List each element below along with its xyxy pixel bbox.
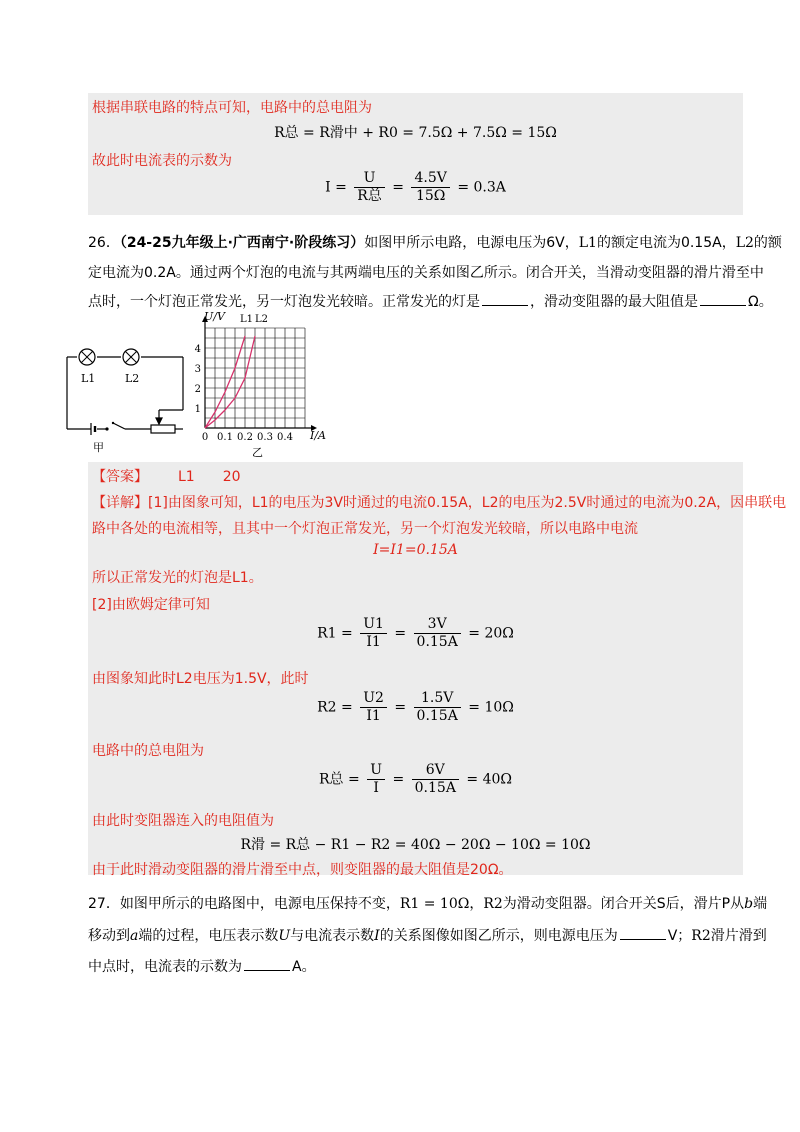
solution-25-eq2: I = $\frac{U}{\text{R总}}$ = $\frac{4.5V}{15\Omega}$ = 0.3A	[325, 170, 506, 204]
eq2-frac1: $\frac{U}{\text{R总}}$	[354, 170, 385, 205]
x-axis-label: I/A	[310, 429, 326, 442]
answer-blank-3	[620, 939, 666, 940]
detail-26-line2: 路中各处的电流相等，且其中一个灯泡正常发光，另一个灯泡发光较暗，所以电路中电流	[92, 521, 638, 537]
detail-26-line8: 由于此时滑动变阻器的滑片滑至中点，则变阻器的最大阻值是20Ω。	[92, 862, 513, 878]
caption-yi: 乙	[252, 446, 263, 459]
eq2-lhs: I =	[325, 179, 347, 196]
detail-26-eq-rp: R滑 = R总 − R1 − R2 = 40Ω − 20Ω − 10Ω = 10Ω	[240, 837, 591, 853]
eq2-frac2: $\frac{4.5V}{15\Omega}$	[411, 170, 449, 205]
y-tick-label: 1	[194, 404, 201, 415]
solution-25-eq1: R总 = R滑中 + R0 = 7.5Ω + 7.5Ω = 15Ω	[274, 125, 557, 141]
series-label-l1: L1	[240, 314, 254, 325]
question-27-line2: 移动到a端的过程，电压表示数U与电流表示数I的关系图像如图乙所示，则电源电压为 V；R2滑片滑到	[88, 928, 767, 944]
detail-26-eq-rt: R总 = $\frac{U}{I}$ = $\frac{6V}{0.15A}$ = 40Ω	[319, 762, 512, 796]
solution-25-line1: 根据串联电路的特点可知，电路中的总电阻为	[92, 100, 372, 116]
y-tick-label: 2	[194, 384, 201, 395]
solution-25-line2: 故此时电流表的示数为	[92, 153, 232, 169]
series-line-2	[205, 336, 255, 428]
circuit-label-l1: L1	[81, 372, 96, 385]
chart-curves	[205, 336, 255, 428]
answer-blank-2	[700, 305, 746, 306]
caption-jia: 甲	[93, 441, 104, 454]
eq2-rhs: = 0.3A	[457, 179, 506, 196]
question-26-line2: 定电流为0.2A。通过两个灯泡的电流与其两端电压的关系如图乙所示。闭合开关，当滑动变阻器的滑片滑至中	[88, 265, 764, 281]
detail-26-line7: 由此时变阻器连入的电阻值为	[92, 813, 274, 829]
x-tick-label: 0.3	[257, 432, 273, 443]
y-tick-label: 3	[194, 364, 201, 375]
detail-26-eq-r2: R2 = $\frac{U2}{I1}$ = $\frac{1.5V}{0.15A}$ = 10Ω	[317, 690, 514, 724]
x-tick-label: 0.2	[237, 432, 253, 443]
answer-blank-4	[244, 970, 290, 971]
question-26-line1: 26．（24-25九年级上·广西南宁·阶段练习）如图甲所示电路，电源电压为6V，L1的额定电流为0.15A，L2的额	[88, 235, 782, 251]
iv-chart	[192, 308, 342, 460]
lamp-l1-icon	[79, 349, 95, 365]
detail-26-eq-i: I=I1=0.15A	[373, 542, 458, 558]
circuit-label-l2: L2	[125, 372, 140, 385]
answer-blank-1	[482, 305, 528, 306]
chart-axes	[202, 316, 317, 431]
question-27-line3: 中点时，电流表的示数为 A。	[88, 959, 316, 975]
x-tick-label: 0.4	[277, 432, 293, 443]
lamp-l2-icon	[123, 349, 139, 365]
question-26-line3: 点时，一个灯泡正常发光，另一灯泡发光较暗。正常发光的灯是 ，滑动变阻器的最大阻值是 Ω。	[88, 294, 773, 310]
y-tick-label: 4	[194, 344, 201, 355]
x-tick-label: 0	[201, 432, 209, 443]
y-axis-label: U/V	[204, 310, 225, 323]
series-label-l2: L2	[255, 314, 269, 325]
chart-grid	[205, 328, 305, 428]
circuit-diagram	[55, 335, 195, 455]
detail-26-line4: [2]由欧姆定律可知	[92, 597, 210, 613]
detail-26-line1: 【详解】[1]由图象可知，L1的电压为3V时通过的电流0.15A，L2的电压为2.5V时通过的电流为0.2A，因串联电	[92, 495, 787, 511]
x-tick-label: 0.1	[217, 432, 233, 443]
detail-26-eq-r1: R1 = $\frac{U1}{I1}$ = $\frac{3V}{0.15A}$ = 20Ω	[317, 616, 514, 650]
answer-26-line: 【答案】 L1 20	[92, 469, 241, 485]
detail-26-line5: 由图象知此时L2电压为1.5V，此时	[92, 671, 309, 687]
detail-26-line6: 电路中的总电阻为	[92, 743, 204, 759]
question-27-line1: 27．如图甲所示的电路图中，电源电压保持不变，R1 = 10Ω，R2为滑动变阻器。闭合开关S后，滑片P从b端	[88, 896, 768, 912]
detail-26-line3: 所以正常发光的灯泡是L1。	[92, 570, 263, 586]
